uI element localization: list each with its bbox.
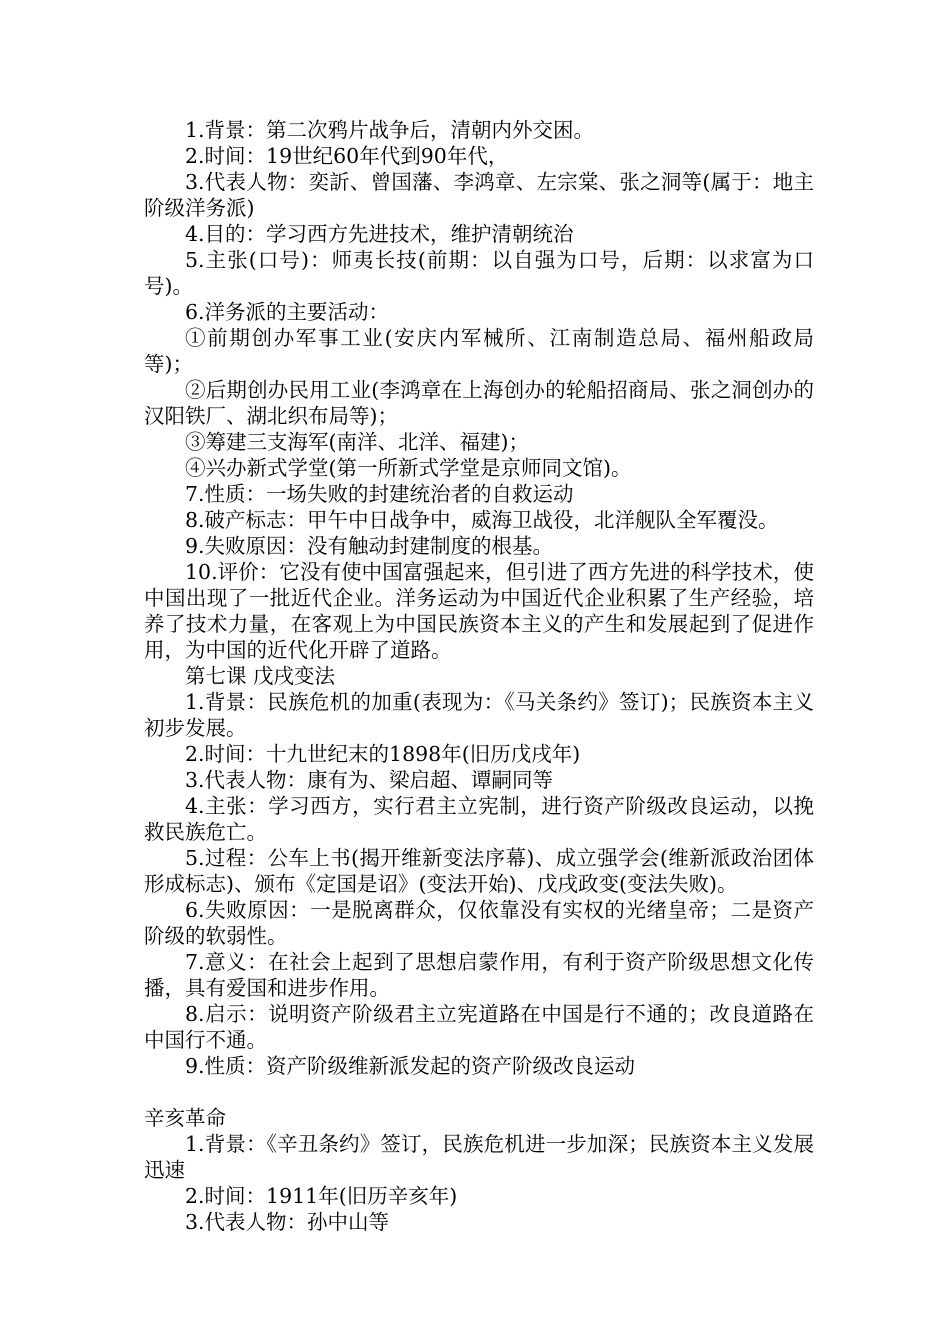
paragraph: 2.时间：19世纪60年代到90年代，: [185, 144, 509, 168]
paragraph: ②后期创办民用工业(李鸿章在上海创办的轮船招商局、张之洞创办的汉阳铁厂、湖北织布局等)；: [144, 378, 814, 428]
paragraph: ①前期创办军事工业(安庆内军械所、江南制造总局、福州船政局等)；: [144, 326, 814, 376]
paragraph: 4.目的：学习西方先进技术，维护清朝统治: [185, 222, 574, 246]
paragraph: 6.洋务派的主要活动：: [185, 300, 390, 324]
paragraph: ③筹建三支海军(南洋、北洋、福建)；: [185, 430, 529, 454]
section-heading: 辛亥革命: [144, 1106, 226, 1130]
paragraph: 5.主张(口号)：师夷长技(前期：以自强为口号，后期：以求富为口号)。: [144, 248, 814, 298]
paragraph: 6.失败原因：一是脱离群众，仅依靠没有实权的光绪皇帝；二是资产阶级的软弱性。: [144, 898, 814, 948]
paragraph: 8.启示：说明资产阶级君主立宪道路在中国是行不通的；改良道路在中国行不通。: [144, 1002, 814, 1052]
paragraph: 8.破产标志：甲午中日战争中，威海卫战役，北洋舰队全军覆没。: [185, 508, 779, 532]
paragraph: 3.代表人物：奕訢、曾国藩、李鸿章、左宗棠、张之洞等(属于：地主阶级洋务派): [144, 170, 814, 220]
paragraph: 7.性质：一场失败的封建统治者的自救运动: [185, 482, 574, 506]
paragraph: 2.时间：1911年(旧历辛亥年): [185, 1184, 458, 1208]
paragraph: 9.失败原因：没有触动封建制度的根基。: [185, 534, 554, 558]
document-body: [144, 117, 814, 1235]
paragraph: 3.代表人物：孙中山等: [185, 1210, 390, 1234]
paragraph: 10.评价：它没有使中国富强起来，但引进了西方先进的科学技术，使中国出现了一批近代企业。洋务运动为中国近代企业积累了生产经验，培养了技术力量，在客观上为中国民族资本主义的产生和发展起到了促进作用，为中国的近代化开辟了道路。: [144, 560, 814, 662]
section-heading: 第七课 戊戌变法: [185, 664, 336, 688]
paragraph: 1.背景：民族危机的加重(表现为：《马关条约》签订)；民族资本主义初步发展。: [144, 690, 814, 740]
paragraph: 9.性质：资产阶级维新派发起的资产阶级改良运动: [185, 1054, 636, 1078]
paragraph: 7.意义：在社会上起到了思想启蒙作用，有利于资产阶级思想文化传播，具有爱国和进步作用。: [144, 950, 814, 1000]
blank-line: [144, 1079, 814, 1105]
paragraph: 2.时间：十九世纪末的1898年(旧历戊戌年): [185, 742, 581, 766]
paragraph: 1.背景：第二次鸦片战争后，清朝内外交困。: [185, 118, 595, 142]
paragraph: 4.主张：学习西方，实行君主立宪制，进行资产阶级改良运动，以挽救民族危亡。: [144, 794, 814, 844]
paragraph: 3.代表人物：康有为、梁启超、谭嗣同等: [185, 768, 554, 792]
paragraph: 5.过程：公车上书(揭开维新变法序幕)、成立强学会(维新派政治团体形成标志)、颁布《定国是诏》(变法开始)、戊戌政变(变法失败)。: [144, 846, 814, 896]
paragraph: ④兴办新式学堂(第一所新式学堂是京师同文馆)。: [185, 456, 632, 480]
paragraph: 1.背景：《辛丑条约》签订，民族危机进一步加深；民族资本主义发展迅速: [144, 1132, 814, 1182]
